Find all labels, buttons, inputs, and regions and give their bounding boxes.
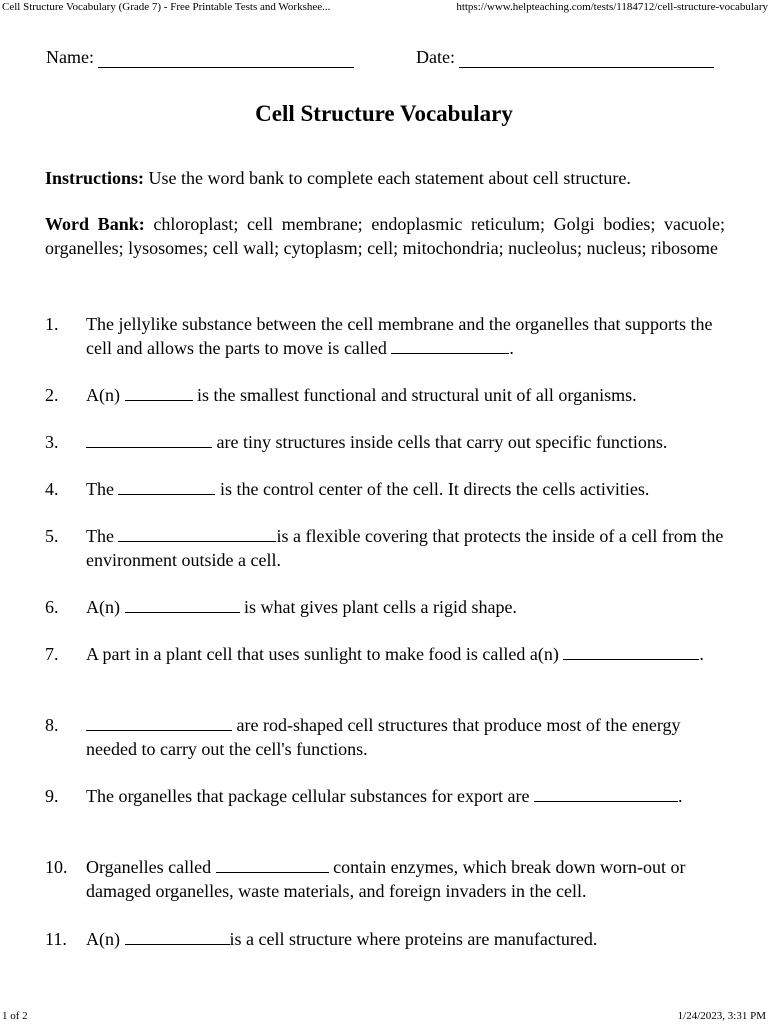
question-2 [45,383,725,407]
question-text [86,927,725,951]
question-number: 5. [45,526,59,546]
answer-blank[interactable] [86,431,212,448]
date-label: Date: [416,47,455,67]
worksheet-title: Cell Structure Vocabulary [255,101,513,126]
answer-blank[interactable] [534,785,678,802]
answer-blank[interactable] [125,928,230,945]
question-text-after: . [699,644,704,664]
question-text-before: The [86,479,119,499]
question-number: 9. [45,786,59,806]
question-number: 11. [45,929,67,949]
question-5 [45,524,725,572]
question-text [86,430,725,454]
instructions [45,166,725,190]
question-text-before: A(n) [86,385,125,405]
question-text [86,595,725,619]
question-text-after: is the control center of the cell. It directs the cells activities. [215,479,650,499]
name-field [46,47,354,68]
question-number: 4. [45,479,59,499]
question-6 [45,595,725,619]
question-number: 2. [45,385,59,405]
question-text-after: is a cell structure where proteins are manufactured. [229,929,598,949]
question-text-after: are rod-shaped cell structures that produce most of the energy needed to carry out the cell's functions. [86,715,681,759]
answer-blank[interactable] [86,714,232,731]
answer-blank[interactable] [118,525,276,542]
instructions-text: Use the word bank to complete each statement about cell structure. [144,168,631,188]
word-bank-label: Word Bank: [45,214,145,234]
answer-blank[interactable] [125,596,240,613]
word-bank [45,212,725,260]
question-text-before: The jellylike substance between the cell membrane and the organelles that supports the cell and allows the parts to move is called [86,314,713,358]
answer-blank[interactable] [125,384,193,401]
question-4 [45,477,725,501]
question-text-after: . [509,338,514,358]
header-url: https://www.helpteaching.com/tests/1184712/cell-structure-vocabulary [456,1,768,13]
date-field [416,47,714,68]
question-text-after: are tiny structures inside cells that carry out specific functions. [212,432,668,452]
answer-blank[interactable] [563,643,699,660]
question-text [86,383,725,407]
question-3 [45,430,725,454]
word-bank-text: chloroplast; cell membrane; endoplasmic reticulum; Golgi bodies; vacuole; organelles; lysosomes; cell wall; cytoplasm; cell; mitochondria; nucleolus; nucleus; ribosome [45,214,725,258]
instructions-label: Instructions: [45,168,145,188]
question-text-before: Organelles called [86,857,216,877]
question-text-before: The [86,526,119,546]
question-text-after: is a flexible covering that protects the inside of a cell from the environment outside a cell. [86,526,724,570]
question-text [86,524,725,572]
question-1 [45,312,725,360]
question-text [86,855,725,903]
question-number: 6. [45,597,59,617]
footer-timestamp: 1/24/2023, 3:31 PM [677,1010,766,1022]
question-11 [45,927,725,951]
answer-blank[interactable] [118,478,215,495]
question-text [86,312,725,360]
name-label: Name: [46,47,94,67]
question-8 [45,713,725,761]
print-header [0,0,768,16]
date-line[interactable] [459,49,714,68]
question-text [86,713,725,761]
question-text-after: is the smallest functional and structural unit of all organisms. [192,385,637,405]
question-text [86,477,725,501]
question-text-before: The organelles that package cellular substances for export are [86,786,534,806]
question-text [86,642,725,666]
question-number: 10. [45,857,68,877]
question-text-before: A(n) [86,929,125,949]
answer-blank[interactable] [391,337,509,354]
answer-blank[interactable] [216,856,329,873]
question-text-before: A part in a plant cell that uses sunlight to make food is called a(n) [86,644,564,664]
question-text [86,784,725,808]
question-number: 8. [45,715,59,735]
footer-page-count: 1 of 2 [2,1010,28,1022]
question-number: 3. [45,432,59,452]
header-page-title: Cell Structure Vocabulary (Grade 7) - Free Printable Tests and Workshee... [2,1,331,13]
question-10 [45,855,725,903]
question-text-after: . [677,786,683,806]
question-text-after: is what gives plant cells a rigid shape. [239,597,517,617]
question-number: 7. [45,644,59,664]
question-text-after: contain enzymes, which break down worn-out or damaged organelles, waste materials, and foreign invaders in the cell. [86,857,686,901]
question-7 [45,642,725,666]
question-number: 1. [45,314,59,334]
student-fields [46,47,726,73]
question-text-before: A(n) [86,597,125,617]
name-line[interactable] [98,49,354,68]
question-9 [45,784,725,808]
